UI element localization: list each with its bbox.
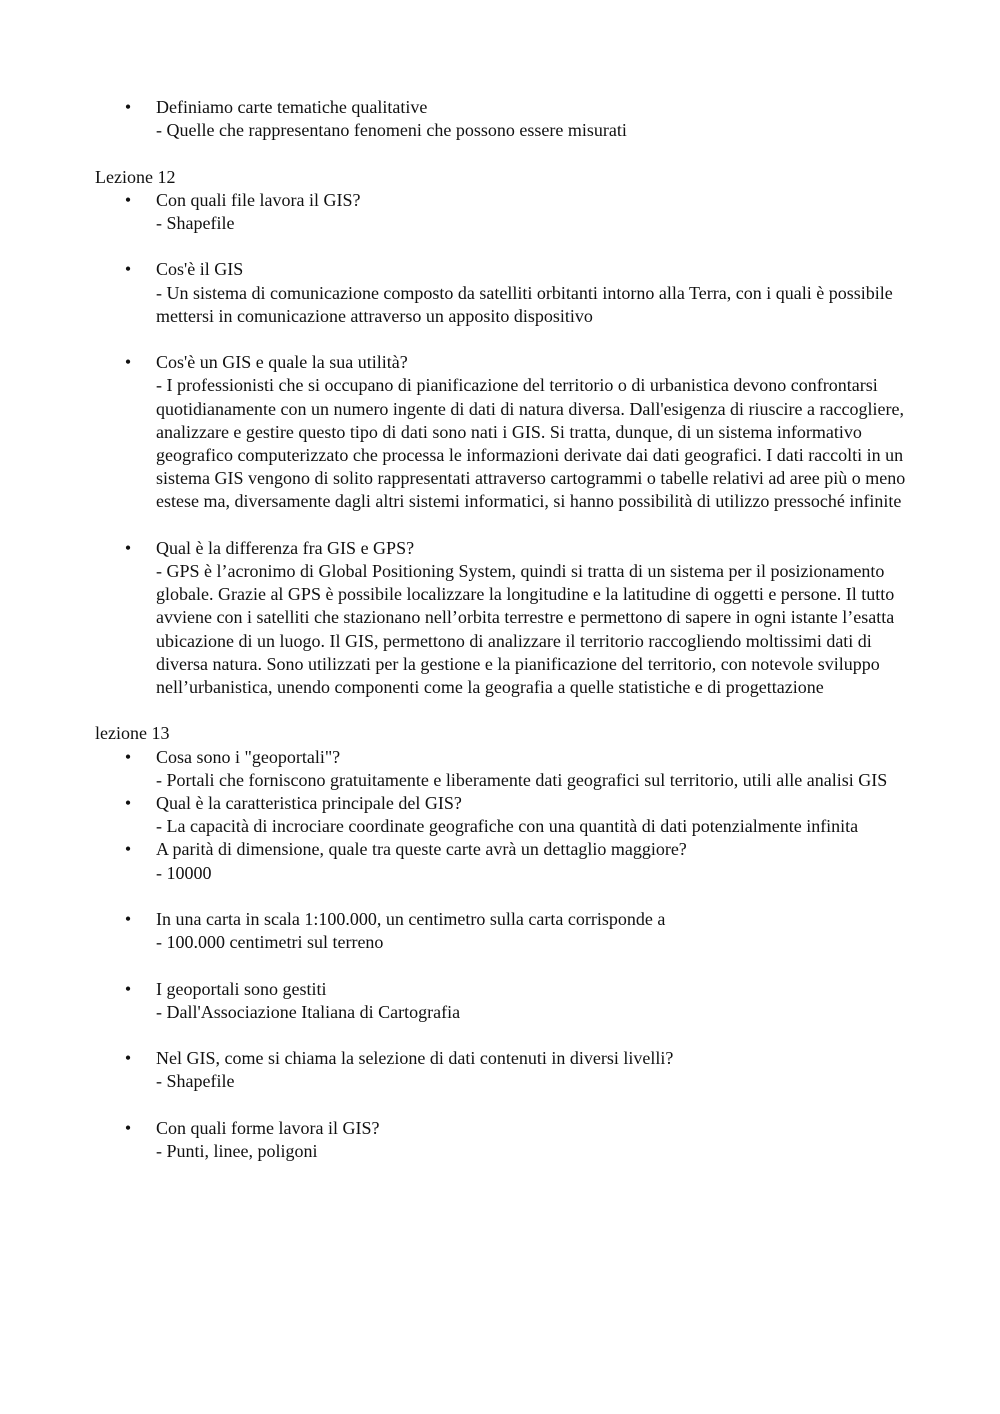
question-text: Cos'è il GIS [156, 259, 244, 280]
question-text: Cosa sono i "geoportali"? [156, 746, 341, 767]
list-item [0, 189, 1000, 235]
question-text: In una carta in scala 1:100.000, un centimetro sulla carta corrisponde a [156, 908, 666, 929]
list-item [0, 838, 1000, 884]
answer-text: - Un sistema di comunicazione composto da satelliti orbitanti intorno alla Terra, con i quali è possibile mettersi in comunicazione attraverso un apposito dispositivo [156, 282, 893, 326]
bullet-icon: • [124, 537, 132, 558]
answer-text: - Shapefile [156, 212, 235, 233]
list-item [0, 1117, 1000, 1163]
bullet-icon: • [124, 189, 132, 210]
bullet-icon: • [124, 1117, 132, 1138]
answer-text: - La capacità di incrociare coordinate geografiche con una quantità di dati potenzialmente infinita [156, 816, 859, 837]
list-item [0, 978, 1000, 1024]
list-item [0, 351, 1000, 513]
question-text: Cos'è un GIS e quale la sua utilità? [156, 352, 408, 373]
spacer [0, 885, 1000, 908]
bullet-icon: • [124, 259, 132, 280]
question-text: Qual è la differenza fra GIS e GPS? [156, 537, 415, 558]
bullet-icon: • [124, 1048, 132, 1069]
question-text: Con quali file lavora il GIS? [156, 189, 361, 210]
answer-text: - 10000 [156, 862, 212, 883]
bullet-icon: • [124, 978, 132, 999]
spacer [0, 1024, 1000, 1047]
question-text: Nel GIS, come si chiama la selezione di dati contenuti in diversi livelli? [156, 1048, 674, 1069]
answer-text: - Punti, linee, poligoni [156, 1140, 318, 1161]
spacer [0, 954, 1000, 977]
spacer [0, 235, 1000, 258]
list-item [0, 908, 1000, 954]
answer-text: - 100.000 centimetri sul terreno [156, 932, 384, 953]
section-heading-lezione-12: Lezione 12 [95, 166, 176, 187]
list-item [0, 537, 1000, 699]
bullet-icon: • [124, 97, 132, 117]
list-item [0, 746, 1000, 792]
bullet-icon: • [124, 839, 132, 860]
question-text: Con quali forme lavora il GIS? [156, 1117, 380, 1138]
spacer [0, 699, 1000, 722]
answer-text: - GPS è l’acronimo di Global Positioning System, quindi si tratta di un sistema per il posizionamento globale. Grazie al GPS è possibile localizzare la longitudine e la latitudine di oggetti e persone. Il tutto avviene con i satelliti che stazionano nell’orbita terrestre e permettono di sapere in ogni istante l’esatta ubicazione di un luogo. Il GIS, permettono di analizzare il territorio raccogliendo moltissimi dati di diversa natura. Sono utilizzati per la gestione e la pianificazione del territorio, con notevole sviluppo nell’urbanistica, unendo componenti come la geografia a quelle statistiche e di progettazione [156, 560, 895, 697]
question-text: A parità di dimensione, quale tra queste carte avrà un dettaglio maggiore? [156, 839, 687, 860]
answer-text: - I professionisti che si occupano di pianificazione del territorio o di urbanistica devono confrontarsi quotidianamente con un numero ingente di dati di natura diversa. Dall'esigenza di riuscire a raccogliere, analizzare e gestire questo tipo di dati sono nati i GIS. Si tratta, dunque, di un sistema informativo geografico computerizzato che processa le informazioni derivate dai dati geografici. I dati raccolti in un sistema GIS vengono di solito rappresentati attraverso cartogrammi o tabelle relativi ad aree più o meno estese ma, diversamente dagli altri sistemi informatici, si hanno possibilità di utilizzo pressoché infinite [156, 375, 906, 512]
question-text: Definiamo carte tematiche qualitative [156, 97, 428, 117]
bullet-icon: • [124, 908, 132, 929]
answer-text: - Dall'Associazione Italiana di Cartografia [156, 1001, 461, 1022]
bullet-icon: • [124, 352, 132, 373]
question-text: I geoportali sono gestiti [156, 978, 327, 999]
question-text: Qual è la caratteristica principale del GIS? [156, 792, 462, 813]
answer-text: - Shapefile [156, 1071, 235, 1092]
document-page [0, 96, 1000, 1163]
spacer [0, 514, 1000, 537]
list-item [0, 792, 1000, 838]
list-item [0, 1047, 1000, 1093]
bullet-icon: • [124, 792, 132, 813]
answer-text: - Portali che forniscono gratuitamente e liberamente dati geografici sul territorio, utili alle analisi GIS [156, 769, 888, 790]
list-item [0, 96, 1000, 142]
answer-text: - Quelle che rappresentano fenomeni che possono essere misurati [156, 120, 627, 141]
spacer [0, 142, 1000, 165]
list-item [0, 258, 1000, 328]
spacer [0, 328, 1000, 351]
bullet-icon: • [124, 746, 132, 767]
section-heading-lezione-13: lezione 13 [95, 723, 170, 744]
spacer [0, 1094, 1000, 1117]
